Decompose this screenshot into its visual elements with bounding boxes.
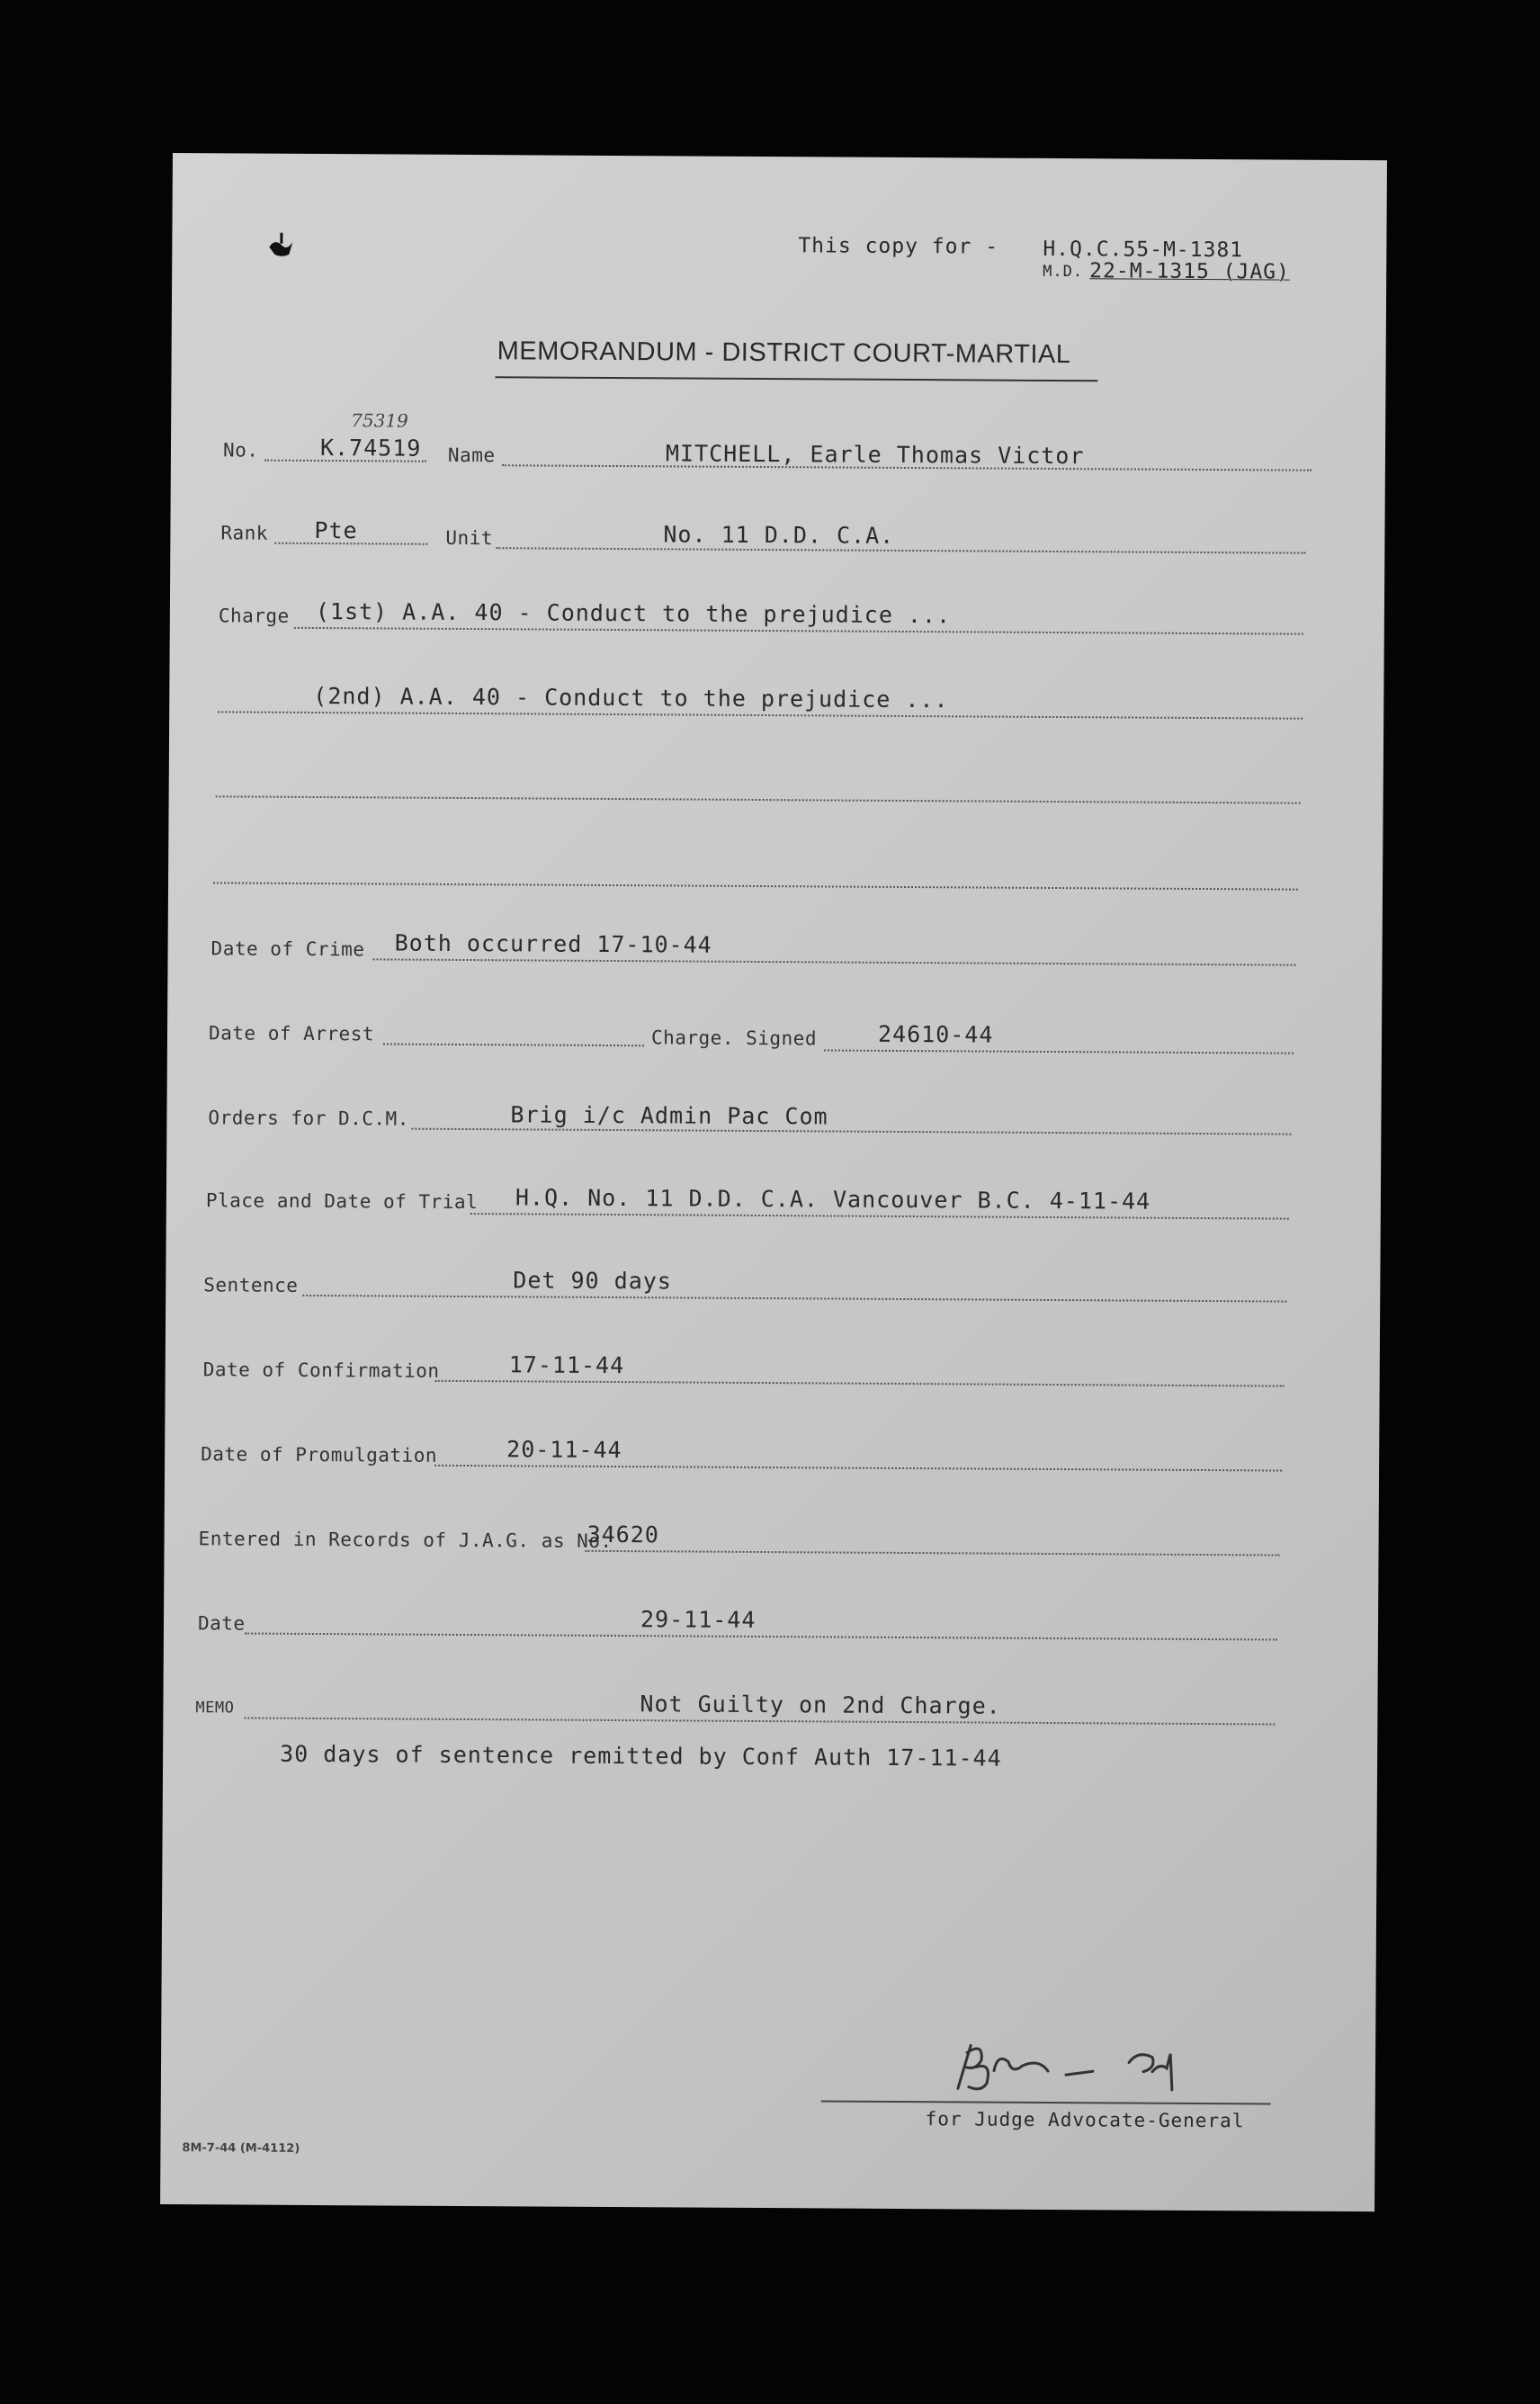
signature-caption: for Judge Advocate-General <box>925 2108 1245 2132</box>
charge-signed-value: 24610-44 <box>877 1020 994 1048</box>
promulgation-label: Date of Promulgation <box>201 1443 438 1467</box>
place-date-label: Place and Date of Trial <box>205 1189 479 1214</box>
charge-3-dotted-line <box>216 795 1301 803</box>
date-of-arrest-label: Date of Arrest <box>208 1022 375 1045</box>
unit-value: No. 11 D.D. C.A. <box>663 521 895 549</box>
no-label: No. <box>222 439 259 462</box>
date-of-crime-label: Date of Crime <box>210 937 365 961</box>
promulgation-value: 20-11-44 <box>506 1436 622 1464</box>
memo-line-1: Not Guilty on 2nd Charge. <box>640 1691 1001 1719</box>
orders-value: Brig i/c Admin Pac Com <box>510 1101 828 1130</box>
date-label: Date <box>197 1612 246 1635</box>
memo-dotted-line <box>244 1718 1275 1726</box>
charge-signed-label: Charge. Signed <box>650 1027 818 1050</box>
charge-signed-dotted-line <box>824 1049 1294 1054</box>
form-number: 8M-7-44 (M-4112) <box>182 2141 300 2156</box>
name-label: Name <box>447 444 496 467</box>
orders-label: Orders for D.C.M. <box>208 1107 409 1130</box>
entered-label: Entered in Records of J.A.G. as No. <box>198 1528 613 1553</box>
promulgation-dotted-line <box>434 1465 1282 1472</box>
charge-2-dotted-line <box>218 711 1303 719</box>
charge-1-value: (1st) A.A. 40 - Conduct to the prejudice ... <box>315 597 952 629</box>
sentence-label: Sentence <box>203 1274 299 1296</box>
signature-text <box>1138 2040 1212 2057</box>
charge-4-dotted-line <box>213 882 1298 890</box>
court-martial-memorandum <box>160 153 1387 2211</box>
sentence-dotted-line <box>302 1295 1286 1303</box>
date-of-crime-value: Both occurred 17-10-44 <box>394 929 712 958</box>
place-date-dotted-line <box>470 1213 1289 1220</box>
sentence-value: Det 90 days <box>513 1267 673 1295</box>
charge-label: Charge <box>218 605 290 627</box>
no-handwritten-correction: 75319 <box>351 409 408 432</box>
memo-label: MEMO <box>195 1699 235 1718</box>
charge-2-value: (2nd) A.A. 40 - Conduct to the prejudice ... <box>313 682 949 713</box>
confirmation-dotted-line <box>435 1380 1285 1387</box>
date-value: 29-11-44 <box>640 1606 757 1633</box>
memo-line-2: 30 days of sentence remitted by Conf Auth 17-11-44 <box>280 1740 1002 1772</box>
date-of-arrest-dotted-line <box>383 1043 644 1046</box>
signature-line <box>821 2100 1271 2104</box>
charge-1-dotted-line <box>294 627 1303 635</box>
title-underline <box>495 376 1097 381</box>
rank-label: Rank <box>220 522 269 544</box>
md-prefix: M.D. <box>1043 262 1084 282</box>
orders-dotted-line <box>411 1128 1291 1135</box>
confirmation-value: 17-11-44 <box>508 1351 625 1379</box>
hqc-reference: H.Q.C.55-M-1381 <box>1043 237 1244 263</box>
copy-for-label: This copy for - <box>798 234 999 259</box>
entered-value: 34620 <box>586 1520 659 1548</box>
place-date-value: H.Q. No. 11 D.D. C.A. Vancouver B.C. 4-11-44 <box>515 1184 1151 1215</box>
date-of-crime-dotted-line <box>373 958 1296 965</box>
punch-mark-icon <box>262 228 298 264</box>
no-value: K.74519 <box>319 435 422 462</box>
name-value: MITCHELL, Earle Thomas Victor <box>665 440 1085 470</box>
page-title: MEMORANDUM - DISTRICT COURT-MARTIAL <box>497 336 1071 370</box>
entered-dotted-line <box>586 1550 1280 1556</box>
md-reference: 22-M-1315 (JAG) <box>1089 259 1291 284</box>
unit-label: Unit <box>445 526 494 550</box>
unit-dotted-line <box>496 547 1305 553</box>
confirmation-label: Date of Confirmation <box>202 1359 440 1382</box>
date-dotted-line <box>245 1633 1277 1641</box>
rank-value: Pte <box>314 516 358 544</box>
